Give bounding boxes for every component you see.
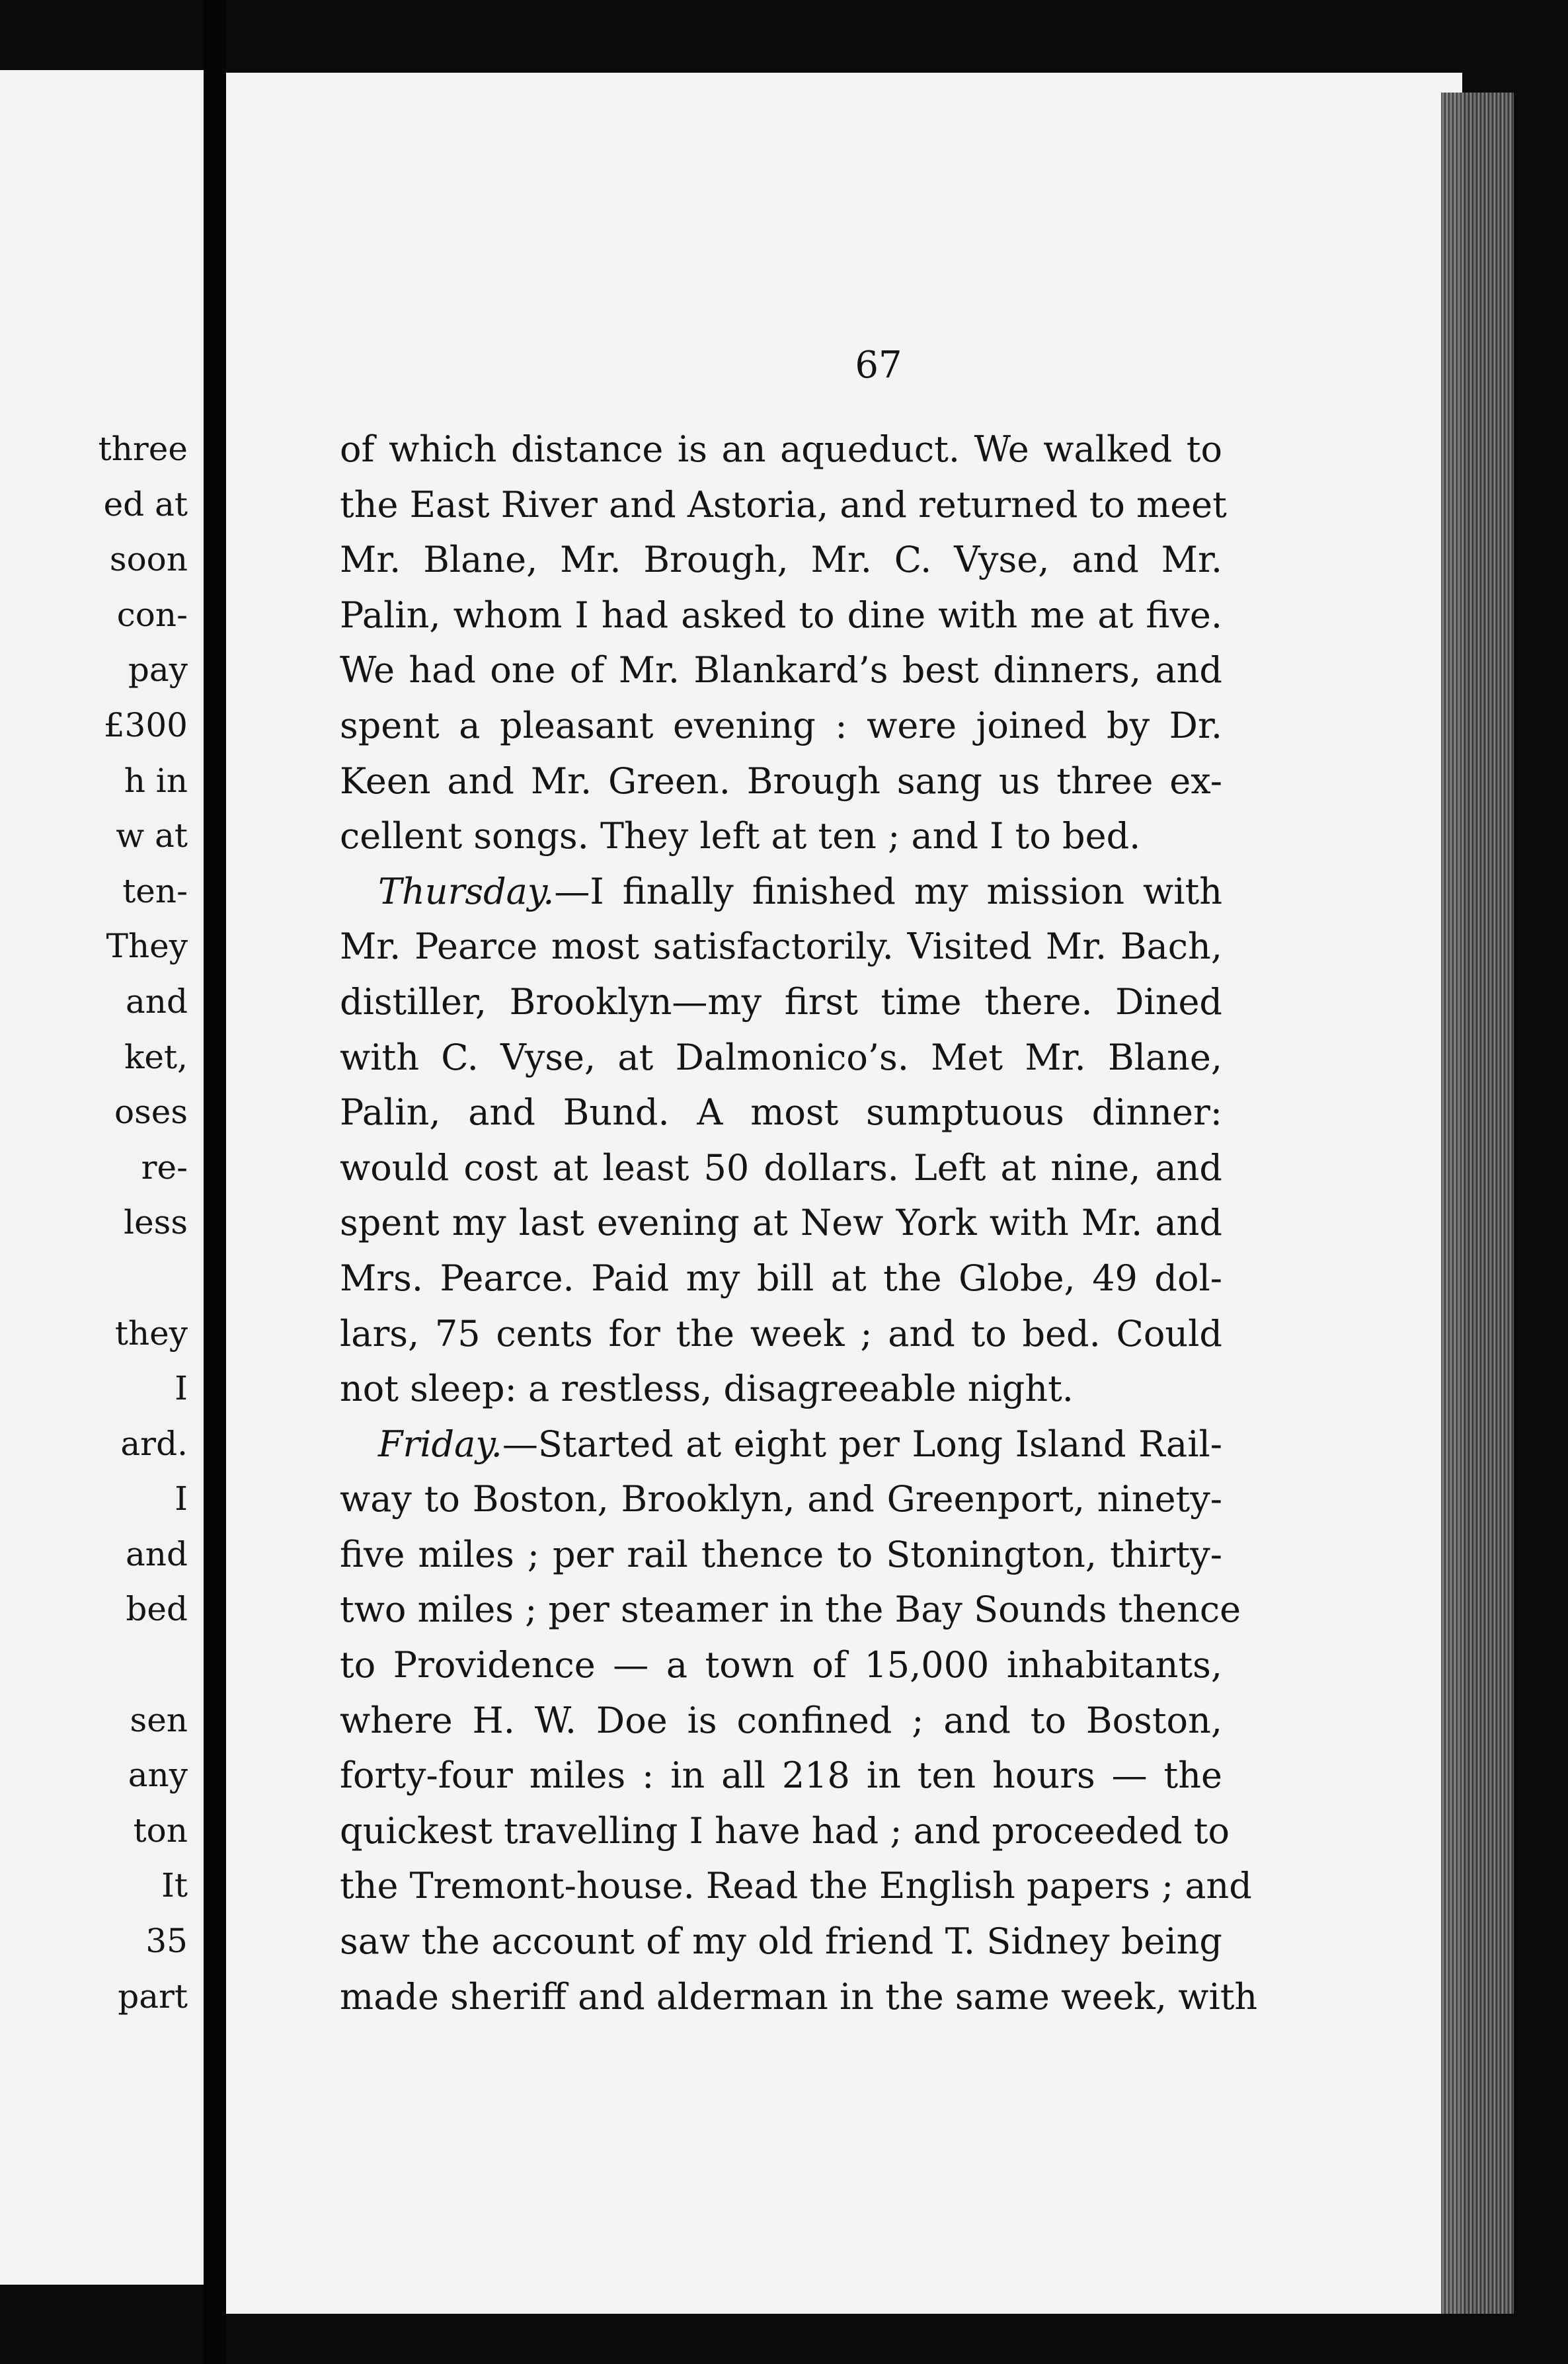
line-text: not sleep: a restless, disagreeable night. (340, 1368, 1074, 1410)
fragment-line: any (128, 1756, 188, 1795)
fragment-line: and (125, 1534, 188, 1573)
fragment-line (98, 1251, 188, 1306)
line-text: We had one of Mr. Blankard’s best dinners, and (340, 649, 1222, 691)
line-text: lars, 75 cents for the week ; and to bed. Could (340, 1312, 1222, 1355)
text-line (340, 588, 1222, 643)
fragment-line: ed at (103, 485, 188, 524)
line-text: distiller, Brooklyn—my first time there. Dined (340, 980, 1222, 1023)
line-text: —Started at eight per Long Island Rail- (502, 1423, 1222, 1465)
line-text: way to Boston, Brooklyn, and Greenport, ninety- (340, 1478, 1222, 1520)
line-text: spent my last evening at New York with Mr. and (340, 1202, 1222, 1244)
fragment-line: sen (130, 1700, 188, 1739)
fragment-line: It (161, 1866, 188, 1905)
line-text: where H. W. Doe is confined ; and to Boston, (340, 1699, 1222, 1741)
text-line (340, 1637, 1222, 1693)
fragment-line: part (118, 1977, 188, 2016)
line-text: Palin, and Bund. A most sumptuous dinner: (340, 1091, 1222, 1134)
text-line (340, 422, 1222, 477)
text-line (340, 1693, 1222, 1749)
line-text: Mr. Blane, Mr. Brough, Mr. C. Vyse, and Mr. (340, 539, 1222, 581)
text-line (340, 1748, 1222, 1803)
fragment-line: soon (109, 540, 188, 579)
fragment-line: They (106, 927, 188, 966)
line-text: Palin, whom I had asked to dine with me at five. (340, 594, 1222, 636)
fragment-line (98, 1637, 188, 1693)
text-line (340, 1914, 1222, 1969)
fragment-line: and (125, 982, 188, 1021)
fragment-line: re- (141, 1148, 188, 1187)
text-line (340, 1527, 1222, 1583)
text-line (340, 1306, 1222, 1362)
fragment-line: con- (116, 595, 188, 634)
text-line (340, 1030, 1222, 1085)
line-text: cellent songs. They left at ten ; and I to bed. (340, 815, 1141, 857)
fragment-line: I (175, 1479, 188, 1518)
line-text: the East River and Astoria, and returned to meet (340, 483, 1227, 526)
fragment-line: ten- (122, 871, 188, 910)
text-line (340, 532, 1222, 588)
text-line (340, 1858, 1252, 1914)
fragment-line: they (114, 1314, 188, 1353)
facing-page-left (0, 70, 204, 2285)
fragment-line: bed (126, 1590, 188, 1629)
text-line (340, 1472, 1222, 1527)
fragment-line: less (124, 1203, 188, 1242)
line-text: forty-four miles : in all 218 in ten hours — the (340, 1754, 1222, 1797)
line-text: to Providence — a town of 15,000 inhabitants, (340, 1644, 1222, 1686)
text-line (340, 974, 1222, 1030)
text-line (340, 1251, 1222, 1306)
text-line (340, 643, 1222, 698)
line-text: quickest travelling I have had ; and proceeded to (340, 1809, 1230, 1852)
body-text (340, 422, 1258, 2024)
text-line (340, 919, 1222, 974)
line-text: five miles ; per rail thence to Stonington, thirty- (340, 1533, 1222, 1575)
line-text: Keen and Mr. Green. Brough sang us three ex- (340, 760, 1222, 802)
line-text: the Tremont-house. Read the English papers ; and (340, 1865, 1252, 1907)
text-line (340, 477, 1227, 533)
line-text: —I finally finished my mission with (554, 870, 1222, 912)
line-text: two miles ; per steamer in the Bay Sounds thence (340, 1589, 1241, 1631)
text-line (340, 1361, 1222, 1417)
facing-page-text-fragments (98, 422, 188, 2024)
fragment-line: I (175, 1369, 188, 1408)
text-line (340, 1417, 1222, 1472)
fragment-line: ket, (124, 1037, 188, 1076)
text-line (340, 754, 1222, 809)
fragment-line: pay (128, 650, 188, 690)
line-text: Mr. Pearce most satisfactorily. Visited Mr. Bach, (340, 926, 1222, 968)
page-number: 67 (855, 344, 902, 387)
day-heading: Friday. (378, 1423, 502, 1465)
fragment-line: £300 (103, 705, 188, 744)
day-heading: Thursday. (378, 870, 555, 912)
line-text: would cost at least 50 dollars. Left at nine, and (340, 1146, 1222, 1189)
line-text: with C. Vyse, at Dalmonico’s. Met Mr. Blane, (340, 1036, 1222, 1078)
text-line (340, 1195, 1222, 1251)
fragment-line: ton (133, 1811, 188, 1850)
line-text: of which distance is an aqueduct. We walked to (340, 428, 1222, 470)
book-gutter (204, 0, 226, 2364)
text-line (340, 1969, 1258, 2025)
fragment-line: ard. (120, 1424, 188, 1463)
fragment-line: three (98, 430, 188, 468)
text-line (340, 808, 1222, 864)
text-line (340, 1803, 1230, 1859)
text-line (340, 1085, 1222, 1140)
book-page (226, 73, 1462, 2314)
page-edges (1441, 93, 1514, 2314)
text-line (340, 698, 1222, 754)
text-line (340, 864, 1222, 920)
line-text: made sheriff and alderman in the same week, with (340, 1975, 1258, 2018)
line-text: spent a pleasant evening : were joined by Dr. (340, 704, 1222, 746)
line-text: saw the account of my old friend T. Sidney being (340, 1920, 1222, 1963)
fragment-line: h in (124, 761, 188, 800)
fragment-line: 35 (145, 1922, 188, 1961)
fragment-line: oses (114, 1093, 188, 1132)
fragment-line: w at (116, 816, 188, 855)
text-line (340, 1582, 1241, 1637)
line-text: Mrs. Pearce. Paid my bill at the Globe, 49 dol- (340, 1257, 1222, 1299)
text-line (340, 1140, 1222, 1196)
